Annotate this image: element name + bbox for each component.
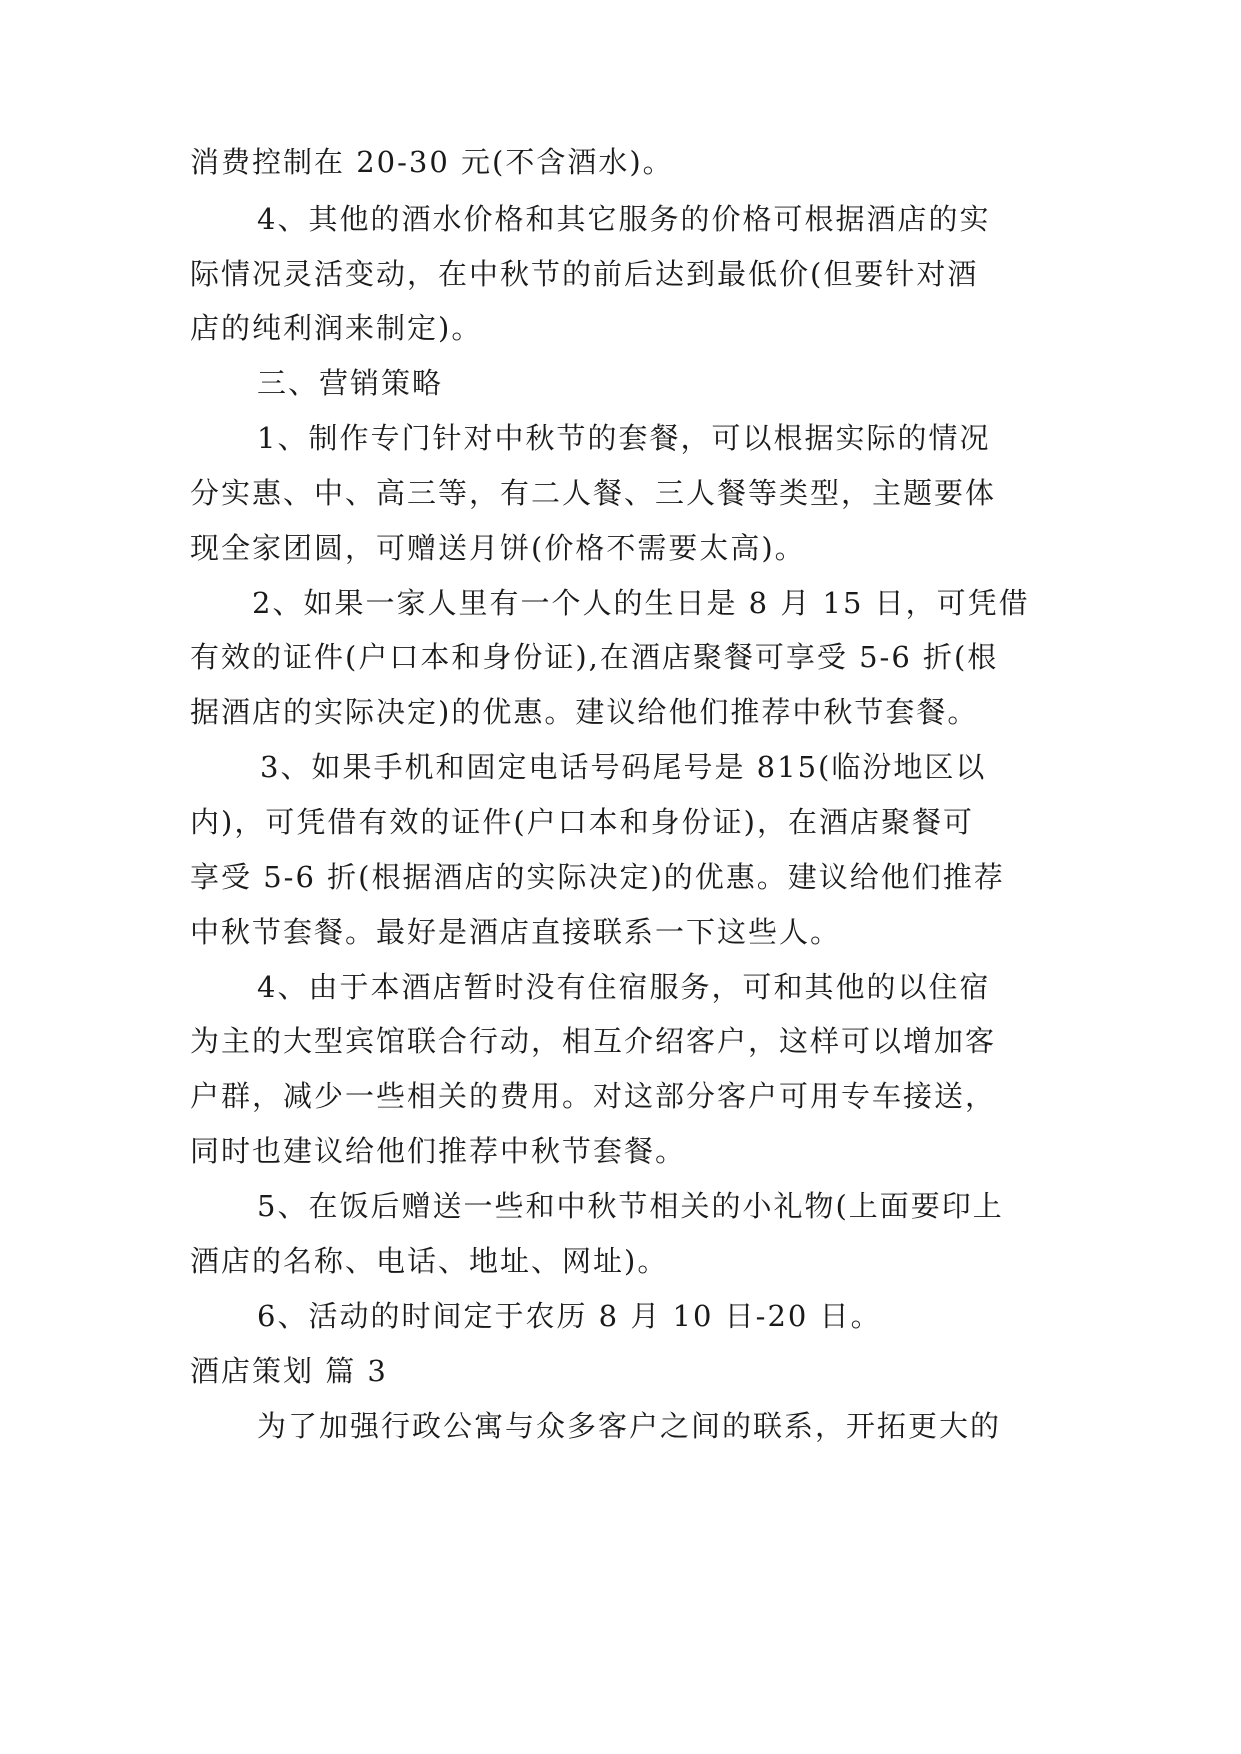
text-line: 4、由于本酒店暂时没有住宿服务，可和其他的以住宿 [257, 970, 991, 1004]
text-line: 户群，减少一些相关的费用。对这部分客户可用专车接送， [190, 1079, 997, 1113]
text-line: 享受 5-6 折(根据酒店的实际决定)的优惠。建议给他们推荐 [190, 860, 1005, 894]
text-line: 6、活动的时间定于农历 8 月 10 日-20 日。 [257, 1299, 882, 1333]
text-line: 1、制作专门针对中秋节的套餐，可以根据实际的情况 [257, 421, 991, 455]
text-line: 3、如果手机和固定电话号码尾号是 815(临汾地区以 [260, 750, 987, 784]
section-heading: 三、营销策略 [257, 366, 444, 400]
text-line: 4、其他的酒水价格和其它服务的价格可根据酒店的实 [257, 202, 991, 236]
text-line: 据酒店的实际决定)的优惠。建议给他们推荐中秋节套餐。 [190, 695, 979, 729]
section-title: 酒店策划 篇 3 [190, 1354, 388, 1388]
text-line: 同时也建议给他们推荐中秋节套餐。 [190, 1134, 687, 1168]
text-line: 5、在饭后赠送一些和中秋节相关的小礼物(上面要印上 [257, 1189, 1004, 1223]
text-line: 际情况灵活变动，在中秋节的前后达到最低价(但要针对酒 [190, 257, 979, 291]
text-line: 店的纯利润来制定)。 [190, 311, 483, 345]
text-line: 中秋节套餐。最好是酒店直接联系一下这些人。 [190, 915, 842, 949]
text-line: 酒店的名称、电话、地址、网址)。 [190, 1244, 669, 1278]
text-line: 分实惠、中、高三等，有二人餐、三人餐等类型，主题要体 [190, 476, 997, 510]
text-line: 2、如果一家人里有一个人的生日是 8 月 15 日，可凭借 [252, 586, 1030, 620]
text-line: 现全家团圆，可赠送月饼(价格不需要太高)。 [190, 531, 806, 565]
text-line: 为了加强行政公寓与众多客户之间的联系，开拓更大的 [257, 1409, 1002, 1443]
text-line: 为主的大型宾馆联合行动，相互介绍客户，这样可以增加客 [190, 1024, 997, 1058]
text-line: 内)，可凭借有效的证件(户口本和身份证)，在酒店聚餐可 [190, 805, 974, 839]
text-line: 有效的证件(户口本和身份证),在酒店聚餐可享受 5-6 折(根 [190, 640, 999, 674]
text-line: 消费控制在 20-30 元(不含酒水)。 [190, 145, 674, 179]
